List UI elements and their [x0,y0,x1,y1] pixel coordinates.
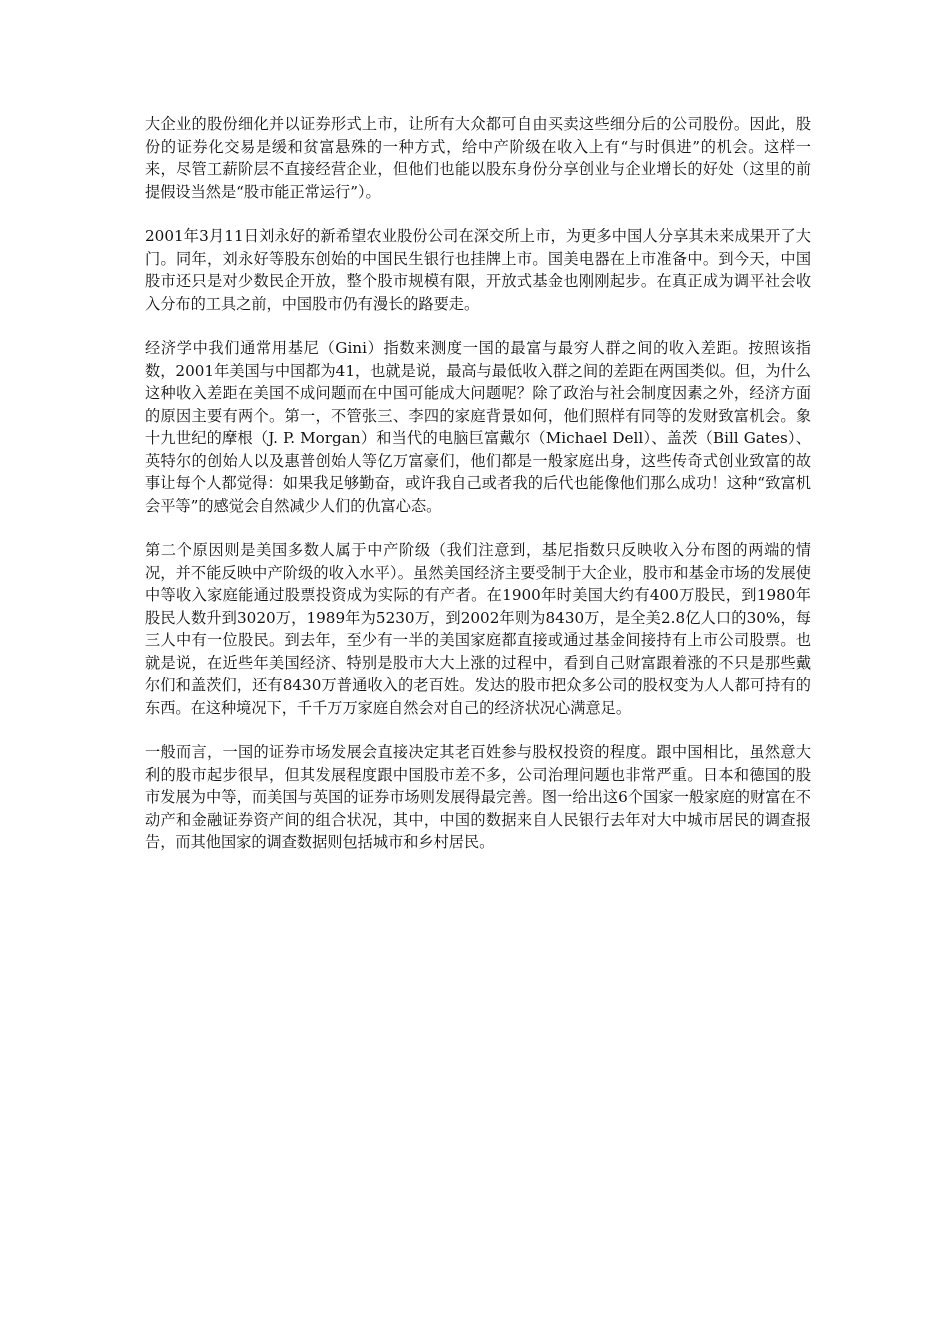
paragraph-3: 经济学中我们通常用基尼（Gini）指数来测度一国的最富与最穷人群之间的收入差距。按照该指数，2001年美国与中国都为41，也就是说，最高与最低收入群之间的差距在两国类似。但，为什么这种收入差距在美国不成问题而在中国可能成大问题呢？除了政治与社会制度因素之外，经济方面的原因主要有两个。第一，不管张三、李四的家庭背景如何，他们照样有同等的发财致富机会。象十九世纪的摩根（J. P. Morgan）和当代的电脑巨富戴尔（Michael Dell）、盖茨（Bill Gates）、英特尔的创始人以及惠普创始人等亿万富豪们，他们都是一般家庭出身，这些传奇式创业致富的故事让每个人都觉得：如果我足够勤奋，或许我自己或者我的后代也能像他们那么成功！这种“致富机会平等”的感觉会自然减少人们的仇富心态。 [145,339,811,515]
paragraph-1: 大企业的股份细化并以证券形式上市，让所有大众都可自由买卖这些细分后的公司股份。因此，股份的证券化交易是缓和贫富悬殊的一种方式，给中产阶级在收入上有“与时俱进”的机会。这样一来，尽管工薪阶层不直接经营企业，但他们也能以股东身份分享创业与企业增长的好处（这里的前提假设当然是“股市能正常运行”）。 [145,115,811,201]
paragraph-5: 一般而言，一国的证券市场发展会直接决定其老百姓参与股权投资的程度。跟中国相比，虽然意大利的股市起步很早，但其发展程度跟中国股市差不多，公司治理问题也非常严重。日本和德国的股市发展为中等，而美国与英国的证券市场则发展得最完善。图一给出这6个国家一般家庭的财富在不动产和金融证券资产间的组合状况，其中，中国的数据来自人民银行去年对大中城市居民的调查报告，而其他国家的调查数据则包括城市和乡村居民。 [145,743,811,851]
article-body [145,113,811,876]
paragraph-2: 2001年3月11日刘永好的新希望农业股份公司在深交所上市，为更多中国人分享其未来成果开了大门。同年，刘永好等股东创始的中国民生银行也挂牌上市。国美电器在上市准备中。到今天，中国股市还只是对少数民企开放，整个股市规模有限，开放式基金也刚刚起步。在真正成为调平社会收入分布的工具之前，中国股市仍有漫长的路要走。 [145,227,811,313]
paragraph-4: 第二个原因则是美国多数人属于中产阶级（我们注意到，基尼指数只反映收入分布图的两端的情况，并不能反映中产阶级的收入水平）。虽然美国经济主要受制于大企业，股市和基金市场的发展使中等收入家庭能通过股票投资成为实际的有产者。在1900年时美国大约有400万股民，到1980年股民人数升到3020万，1989年为5230万，到2002年则为8430万，是全美2.8亿人口的30%，每三人中有一位股民。到去年，至少有一半的美国家庭都直接或通过基金间接持有上市公司股票。也就是说，在近些年美国经济、特别是股市大大上涨的过程中，看到自己财富跟着涨的不只是那些戴尔们和盖茨们，还有8430万普通收入的老百姓。发达的股市把众多公司的股权变为人人都可持有的东西。在这种境况下，千千万万家庭自然会对自己的经济状况心满意足。 [145,541,811,717]
